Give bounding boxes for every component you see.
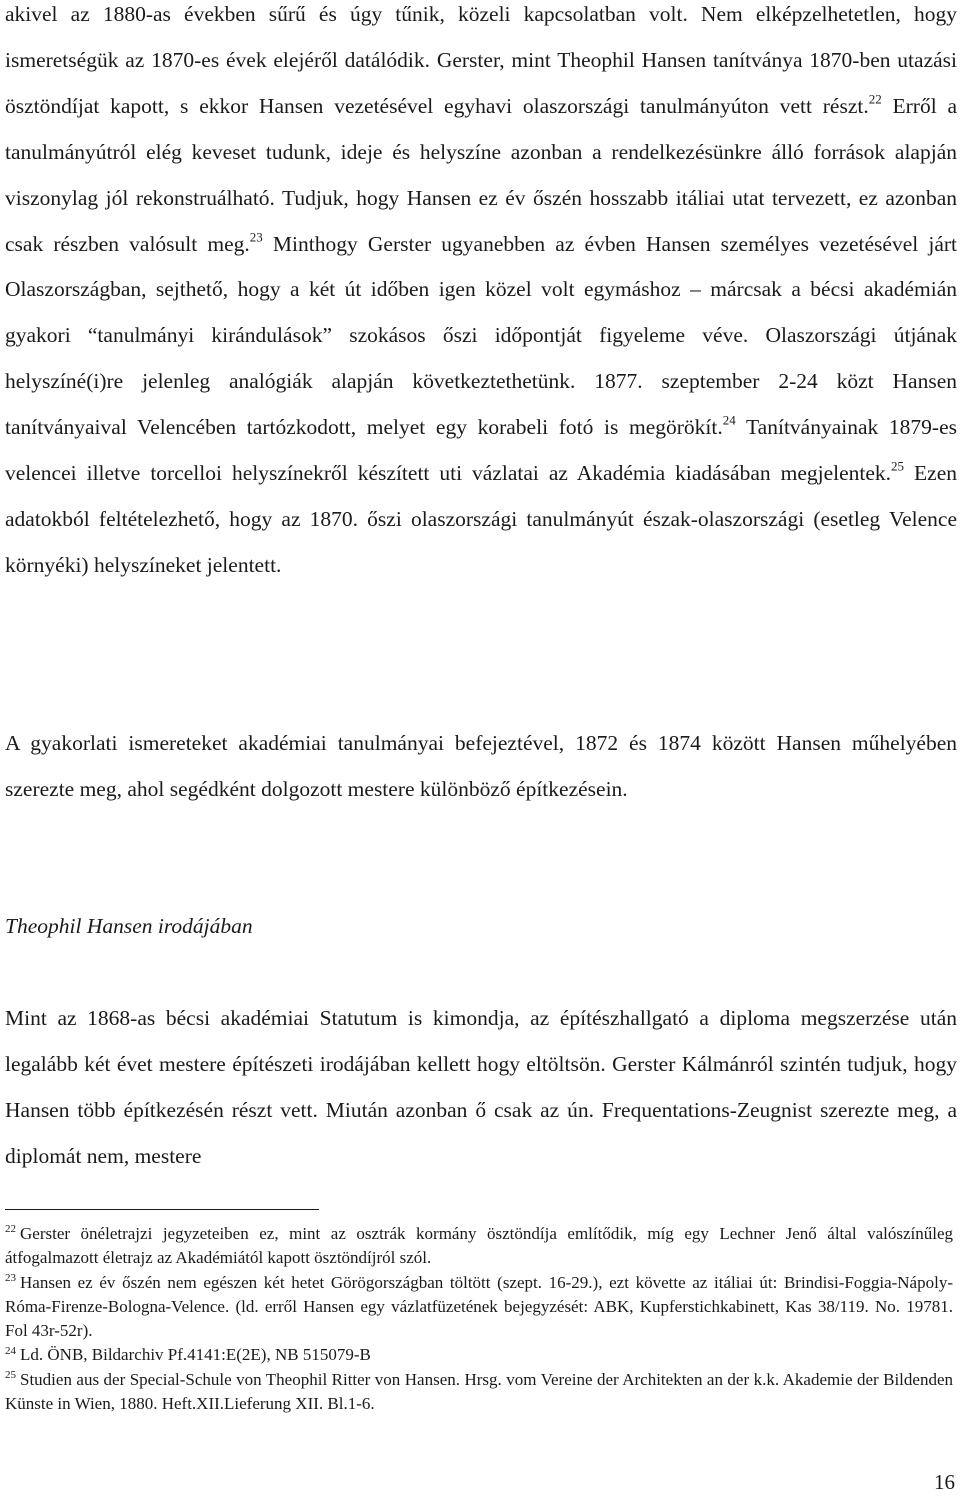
footnote — [5, 1368, 953, 1417]
footnote-text: Gerster önéletrajzi jegyzeteiben ez, mint az osztrák kormány ösztöndíja említődik, míg egy Lechner Jenő által valószínűleg átfogalmazott életrajz az Akadémiától kapott ösztöndíjról szól. — [5, 1224, 953, 1268]
footnotes-section — [5, 1222, 953, 1416]
paragraph — [5, 0, 957, 589]
footnote-number: 22 — [5, 1223, 16, 1236]
footnote-divider — [5, 1209, 319, 1210]
body-text-block — [5, 721, 957, 813]
footnote — [5, 1222, 953, 1271]
paragraph-text: Ezen adatokból feltételezhető, hogy az 1870. őszi olaszországi tanulmányút észak-olaszországi (esetleg Velence környéki) helyszíneket jelentett. — [5, 461, 957, 577]
body-text-block — [5, 0, 957, 589]
paragraph-text: Tanítványainak 1879-es velencei illetve torcelloi helyszínekről készített uti vázlatai az Akadémia kiadásában megjelentek. — [5, 415, 957, 486]
paragraph-text: Erről a tanulmányútról elég keveset tudunk, ideje és helyszíne azonban a rendelkezésünkre álló források alapján viszonylag jól rekonstruálható. Tudjuk, hogy Hansen ez év őszén hosszabb itáliai utat tervezett, ez azonban csak részben valósult meg. — [5, 93, 958, 256]
footnote-number: 23 — [5, 1272, 16, 1284]
footnote-text: Studien aus der Special-Schule von Theophil Ritter von Hansen. Hrsg. vom Vereine der Architekten an der k.k. Akademie der Bildenden Künste in Wien, 1880. Heft.XII.Lieferung XII. Bl.1-6. — [5, 1369, 953, 1414]
footnote-reference[interactable]: 25 — [891, 458, 905, 474]
footnote-reference[interactable]: 23 — [249, 228, 263, 244]
page-number: 16 — [934, 1470, 955, 1494]
footnote-text: Ld. ÖNB, Bildarchiv Pf.4141:E(2E), NB 515079-B — [20, 1345, 371, 1365]
paragraph-text: Minthogy Gerster ugyanebben az évben Hansen személyes vezetésével járt Olaszországban, sejthető, hogy a két út időben igen közel volt egymáshoz – márcsak a bécsi akadémián gyakori “tanulmányi kirándulások” szokásos őszi időpontját figyeleme véve. Olaszországi útjának helyszíné(i)re jelenleg analógiák alapján következtethetünk. 1877. szeptember 2-24 közt Hansen tanítványaival Velencében tartózkodott, melyet egy korabeli fotó is megörökít. — [5, 231, 958, 440]
footnote-reference[interactable]: 24 — [722, 412, 736, 428]
body-text-block — [5, 996, 957, 1180]
paragraph-text: akivel az 1880-as években sűrű és úgy tűnik, közeli kapcsolatban volt. Nem elképzelhetetlen, hogy ismeretségük az 1870-es évek elejéről datálódik. Gerster, mint Theophil Hansen tanítványa 1870-ben utazási ösztöndíjat kapott, s ekkor Hansen vezetésével egyhavi olaszországi tanulmányúton vett részt. — [5, 2, 957, 118]
footnote-text: Hansen ez év őszén nem egészen két hetet Görögországban töltött (szept. 16-29.), ezt követte az itáliai út: Brindisi-Foggia-Nápoly-Róma-Firenze-Bologna-Velence. (ld. erről Hansen egy vázlatfüzetének bejegyzését: ABK, Kupferstichkabinett, Kas 38/119. No. 19781. Fol 43r-52r). — [5, 1272, 953, 1341]
footnote-number: 24 — [5, 1344, 16, 1357]
paragraph: Mint az 1868-as bécsi akadémiai Statutum is kimondja, az építészhallgató a diploma megszerzése után legalább két évet mestere építészeti irodájában kellett hogy eltöltsön. Gerster Kálmánról szintén tudjuk, hogy Hansen több építkezésén részt vett. Miután azonban ő csak az ún. Frequentations-Zeugnist szerezte meg, a diplomát nem, mestere — [5, 1006, 957, 1168]
paragraph: A gyakorlati ismereteket akadémiai tanulmányai befejeztével, 1872 és 1874 között Hansen műhelyében szerezte meg, ahol segédként dolgozott mestere különböző építkezésein. — [5, 731, 957, 801]
footnote-number: 25 — [5, 1369, 16, 1382]
section-heading: Theophil Hansen irodájában — [5, 914, 253, 938]
footnote — [5, 1343, 953, 1367]
footnote-reference[interactable]: 22 — [868, 91, 882, 107]
footnote — [5, 1271, 953, 1344]
